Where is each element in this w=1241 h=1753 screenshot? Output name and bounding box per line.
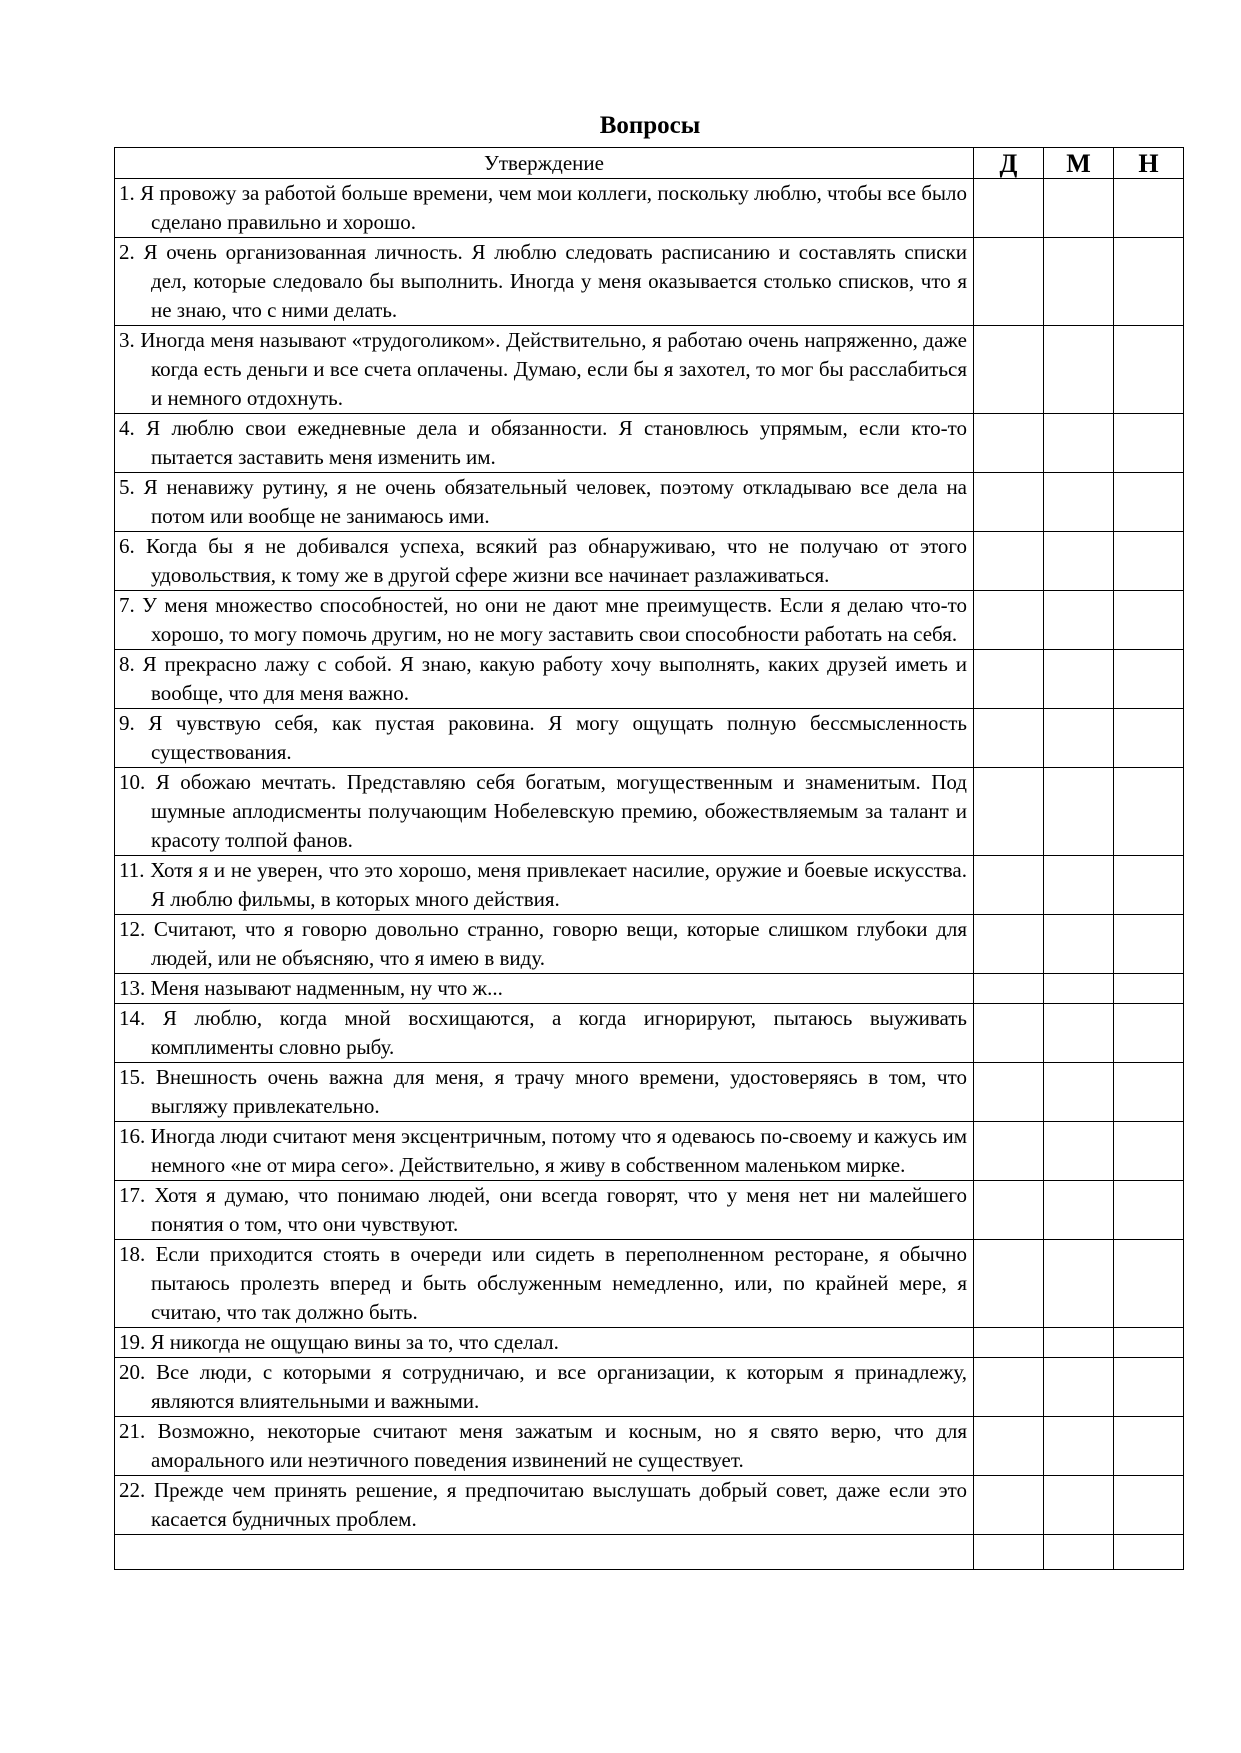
table-row <box>115 1240 1184 1328</box>
answer-cell-maybe[interactable] <box>1044 1240 1114 1328</box>
statement-cell <box>115 1358 974 1417</box>
statement-cell <box>115 532 974 591</box>
statement-body: Я обожаю мечтать. Представляю себя богатым, могущественным и знаменитым. Под шумные аплодисменты получающим Нобелевскую премию, обожествляемым за талант и красоту толпой фанов. <box>151 770 967 852</box>
statement-body: Я прекрасно лажу с собой. Я знаю, какую работу хочу выполнять, каких друзей иметь и вообще, что для меня важно. <box>142 652 968 705</box>
statement-number: 13. <box>119 976 146 1000</box>
answer-cell-yes[interactable] <box>974 709 1044 768</box>
statement-number: 12. <box>119 917 146 941</box>
answer-cell-maybe[interactable] <box>1044 1358 1114 1417</box>
statement-text <box>119 473 967 531</box>
statement-body: Хотя я и не уверен, что это хорошо, меня привлекает насилие, оружие и боевые искусства. Я люблю фильмы, в которых много действия. <box>150 858 968 911</box>
table-row <box>115 650 1184 709</box>
answer-cell-maybe[interactable] <box>1044 1476 1114 1535</box>
statement-number: 1. <box>119 181 135 205</box>
answer-cell-no[interactable] <box>1114 414 1184 473</box>
statement-cell <box>115 1328 974 1358</box>
table-row <box>115 238 1184 326</box>
statement-body: Меня называют надменным, ну что ж... <box>150 976 503 1000</box>
table-row <box>115 591 1184 650</box>
answer-cell-maybe[interactable] <box>1044 414 1114 473</box>
statement-number: 11. <box>119 858 145 882</box>
statement-body: Прежде чем принять решение, я предпочитаю выслушать добрый совет, даже если это касается будничных проблем. <box>151 1478 967 1531</box>
statement-text <box>119 326 967 413</box>
answer-cell-no[interactable] <box>1114 1240 1184 1328</box>
answer-cell-yes[interactable] <box>974 1476 1044 1535</box>
statement-body: Иногда меня называют «трудоголиком». Действительно, я работаю очень напряженно, даже когда есть деньги и все счета оплачены. Думаю, если бы я захотел, то мог бы расслабиться и немного отдохнуть. <box>140 328 967 410</box>
table-row <box>115 179 1184 238</box>
answer-cell-maybe[interactable] <box>1044 650 1114 709</box>
statement-cell <box>115 1476 974 1535</box>
answer-cell-no[interactable] <box>1114 650 1184 709</box>
answer-cell-maybe[interactable] <box>1044 1122 1114 1181</box>
statement-text <box>119 179 967 237</box>
statement-body: Я очень организованная личность. Я люблю следовать расписанию и составлять списки дел, которые следовало бы выполнить. Иногда у меня оказывается столько списков, что я не знаю, что с ними делать. <box>143 240 967 322</box>
empty-row <box>115 1535 1184 1570</box>
statement-rows <box>115 179 1184 1570</box>
answer-cell-yes[interactable] <box>974 974 1044 1004</box>
statement-body: Я никогда не ощущаю вины за то, что сделал. <box>150 1330 559 1354</box>
statement-text <box>119 238 967 325</box>
answer-cell-no[interactable] <box>1114 1063 1184 1122</box>
statement-number: 3. <box>119 328 135 352</box>
answer-cell-no[interactable] <box>1114 473 1184 532</box>
statement-number: 9. <box>119 711 135 735</box>
answer-cell-no[interactable] <box>1114 1476 1184 1535</box>
statement-cell <box>115 1122 974 1181</box>
statement-text <box>119 1358 967 1416</box>
answer-cell-no[interactable] <box>1114 1358 1184 1417</box>
statement-cell <box>115 326 974 414</box>
statement-number: 17. <box>119 1183 146 1207</box>
answer-cell-maybe[interactable] <box>1044 1063 1114 1122</box>
statement-number: 20. <box>119 1360 146 1384</box>
answer-cell-yes[interactable] <box>974 532 1044 591</box>
statement-number: 18. <box>119 1242 146 1266</box>
statement-body: Считают, что я говорю довольно странно, говорю вещи, которые слишком глубоки для людей, или не объясняю, что я имею в виду. <box>151 917 968 970</box>
statement-text <box>119 650 967 708</box>
answer-cell-no[interactable] <box>1114 709 1184 768</box>
answer-cell-yes[interactable] <box>974 856 1044 915</box>
statement-text <box>119 591 967 649</box>
answer-cell-no[interactable] <box>1114 591 1184 650</box>
statement-number: 22. <box>119 1478 146 1502</box>
statement-cell <box>115 591 974 650</box>
statement-text <box>119 974 967 1003</box>
answer-cell-maybe[interactable] <box>1044 709 1114 768</box>
statement-cell <box>115 238 974 326</box>
answer-cell-yes[interactable] <box>974 1358 1044 1417</box>
table-row <box>115 1122 1184 1181</box>
answer-cell-maybe[interactable] <box>1044 1417 1114 1476</box>
answer-cell-maybe[interactable] <box>1044 532 1114 591</box>
statement-text <box>119 1004 967 1062</box>
answer-cell-no[interactable] <box>1114 326 1184 414</box>
statement-cell <box>115 856 974 915</box>
table-row <box>115 1004 1184 1063</box>
answer-cell-no[interactable] <box>1114 974 1184 1004</box>
header-yes: Д <box>974 148 1044 179</box>
answer-cell-no[interactable] <box>1114 1181 1184 1240</box>
empty-answer-cell[interactable] <box>1044 1535 1114 1570</box>
statement-number: 5. <box>119 475 135 499</box>
statement-number: 2. <box>119 240 135 264</box>
statement-cell <box>115 473 974 532</box>
header-statement: Утверждение <box>115 148 974 179</box>
empty-answer-cell[interactable] <box>974 1535 1044 1570</box>
answer-cell-yes[interactable] <box>974 1122 1044 1181</box>
answer-cell-maybe[interactable] <box>1044 915 1114 974</box>
answer-cell-maybe[interactable] <box>1044 1181 1114 1240</box>
answer-cell-yes[interactable] <box>974 915 1044 974</box>
questionnaire-table <box>114 147 1184 1570</box>
answer-cell-yes[interactable] <box>974 768 1044 856</box>
table-row <box>115 326 1184 414</box>
statement-cell <box>115 1181 974 1240</box>
answer-cell-yes[interactable] <box>974 1328 1044 1358</box>
table-row <box>115 1063 1184 1122</box>
answer-cell-maybe[interactable] <box>1044 473 1114 532</box>
answer-cell-maybe[interactable] <box>1044 326 1114 414</box>
table-row <box>115 974 1184 1004</box>
answer-cell-maybe[interactable] <box>1044 768 1114 856</box>
answer-cell-maybe[interactable] <box>1044 974 1114 1004</box>
statement-number: 16. <box>119 1124 146 1148</box>
answer-cell-yes[interactable] <box>974 1417 1044 1476</box>
answer-cell-maybe[interactable] <box>1044 179 1114 238</box>
table-row <box>115 414 1184 473</box>
table-row <box>115 915 1184 974</box>
statement-number: 14. <box>119 1006 146 1030</box>
statement-body: Я ненавижу рутину, я не очень обязательный человек, поэтому откладываю все дела на потом или вообще не занимаюсь ими. <box>143 475 967 528</box>
statement-number: 19. <box>119 1330 146 1354</box>
answer-cell-yes[interactable] <box>974 1004 1044 1063</box>
answer-cell-yes[interactable] <box>974 1240 1044 1328</box>
answer-cell-maybe[interactable] <box>1044 856 1114 915</box>
answer-cell-yes[interactable] <box>974 591 1044 650</box>
answer-cell-no[interactable] <box>1114 532 1184 591</box>
table-row <box>115 1417 1184 1476</box>
statement-cell <box>115 650 974 709</box>
table-row <box>115 768 1184 856</box>
statement-cell <box>115 1004 974 1063</box>
statement-cell <box>115 414 974 473</box>
answer-cell-yes[interactable] <box>974 238 1044 326</box>
statement-text <box>119 1240 967 1327</box>
answer-cell-no[interactable] <box>1114 915 1184 974</box>
answer-cell-no[interactable] <box>1114 1122 1184 1181</box>
answer-cell-yes[interactable] <box>974 1181 1044 1240</box>
statement-body: Возможно, некоторые считают меня зажатым и косным, но я свято верю, что для аморального или неэтичного поведения извинений не существует. <box>151 1419 968 1472</box>
header-maybe: М <box>1044 148 1114 179</box>
answer-cell-no[interactable] <box>1114 768 1184 856</box>
statement-body: Я люблю, когда мной восхищаются, а когда игнорируют, пытаюсь выуживать комплименты словно рыбу. <box>151 1006 968 1059</box>
statement-text <box>119 1417 967 1475</box>
answer-cell-maybe[interactable] <box>1044 1004 1114 1063</box>
header-row <box>115 148 1184 179</box>
table-row <box>115 1358 1184 1417</box>
table-row <box>115 1181 1184 1240</box>
table-row <box>115 1328 1184 1358</box>
statement-body: Я провожу за работой больше времени, чем мои коллеги, поскольку люблю, чтобы все было сделано правильно и хорошо. <box>140 181 968 234</box>
table-row <box>115 473 1184 532</box>
statement-body: Все люди, с которыми я сотрудничаю, и все организации, к которым я принадлежу, являются влиятельными и важными. <box>151 1360 967 1413</box>
statement-body: Иногда люди считают меня эксцентричным, потому что я одеваюсь по-своему и кажусь им немного «не от мира сего». Действительно, я живу в собственном маленьком мирке. <box>150 1124 968 1177</box>
table-row <box>115 856 1184 915</box>
statement-text <box>119 414 967 472</box>
answer-cell-maybe[interactable] <box>1044 1328 1114 1358</box>
statement-cell <box>115 1417 974 1476</box>
statement-number: 10. <box>119 770 146 794</box>
statement-body: У меня множество способностей, но они не дают мне преимуществ. Если я делаю что-то хорошо, то могу помочь другим, но не могу заставить свои способности работать на себя. <box>142 593 967 646</box>
statement-cell <box>115 1240 974 1328</box>
statement-number: 21. <box>119 1419 146 1443</box>
answer-cell-no[interactable] <box>1114 179 1184 238</box>
statement-body: Я чувствую себя, как пустая раковина. Я могу ощущать полную бессмысленность существования. <box>148 711 968 764</box>
answer-cell-yes[interactable] <box>974 650 1044 709</box>
statement-text <box>119 768 967 855</box>
empty-answer-cell[interactable] <box>1114 1535 1184 1570</box>
header-no: Н <box>1114 148 1184 179</box>
statement-body: Внешность очень важна для меня, я трачу много времени, удостоверяясь в том, что выгляжу привлекательно. <box>151 1065 967 1118</box>
statement-number: 15. <box>119 1065 146 1089</box>
statement-text <box>119 532 967 590</box>
table-row <box>115 709 1184 768</box>
answer-cell-no[interactable] <box>1114 1417 1184 1476</box>
statement-text <box>119 856 967 914</box>
answer-cell-no[interactable] <box>1114 1004 1184 1063</box>
statement-text <box>119 1063 967 1121</box>
empty-statement-cell <box>115 1535 974 1570</box>
answer-cell-maybe[interactable] <box>1044 238 1114 326</box>
statement-cell <box>115 179 974 238</box>
statement-number: 7. <box>119 593 135 617</box>
statement-cell <box>115 709 974 768</box>
statement-text <box>119 1181 967 1239</box>
answer-cell-yes[interactable] <box>974 326 1044 414</box>
statement-body: Хотя я думаю, что понимаю людей, они всегда говорят, что у меня нет ни малейшего понятия о том, что они чувствуют. <box>151 1183 967 1236</box>
statement-number: 4. <box>119 416 135 440</box>
answer-cell-maybe[interactable] <box>1044 591 1114 650</box>
statement-number: 8. <box>119 652 135 676</box>
statement-text <box>119 1476 967 1534</box>
statement-cell <box>115 915 974 974</box>
statement-cell <box>115 1063 974 1122</box>
table-row <box>115 532 1184 591</box>
statement-cell <box>115 768 974 856</box>
statement-text <box>119 709 967 767</box>
answer-cell-no[interactable] <box>1114 856 1184 915</box>
statement-body: Если приходится стоять в очереди или сидеть в переполненном ресторане, я обычно пытаюсь пролезть вперед и быть обслуженным немедленно, или, по крайней мере, я считаю, что так должно быть. <box>151 1242 967 1324</box>
answer-cell-yes[interactable] <box>974 414 1044 473</box>
statement-text <box>119 1122 967 1180</box>
statement-text <box>119 915 967 973</box>
answer-cell-yes[interactable] <box>974 1063 1044 1122</box>
answer-cell-no[interactable] <box>1114 1328 1184 1358</box>
answer-cell-yes[interactable] <box>974 473 1044 532</box>
answer-cell-no[interactable] <box>1114 238 1184 326</box>
answer-cell-yes[interactable] <box>974 179 1044 238</box>
page-title: Вопросы <box>599 112 701 139</box>
table-row <box>115 1476 1184 1535</box>
statement-body: Когда бы я не добивался успеха, всякий раз обнаруживаю, что не получаю от этого удовольствия, к тому же в другой сфере жизни все начинает разлаживаться. <box>145 534 967 587</box>
statement-cell <box>115 974 974 1004</box>
statement-body: Я люблю свои ежедневные дела и обязанности. Я становлюсь упрямым, если кто-то пытается заставить меня изменить им. <box>146 416 967 469</box>
statement-number: 6. <box>119 534 135 558</box>
statement-text <box>119 1328 967 1357</box>
